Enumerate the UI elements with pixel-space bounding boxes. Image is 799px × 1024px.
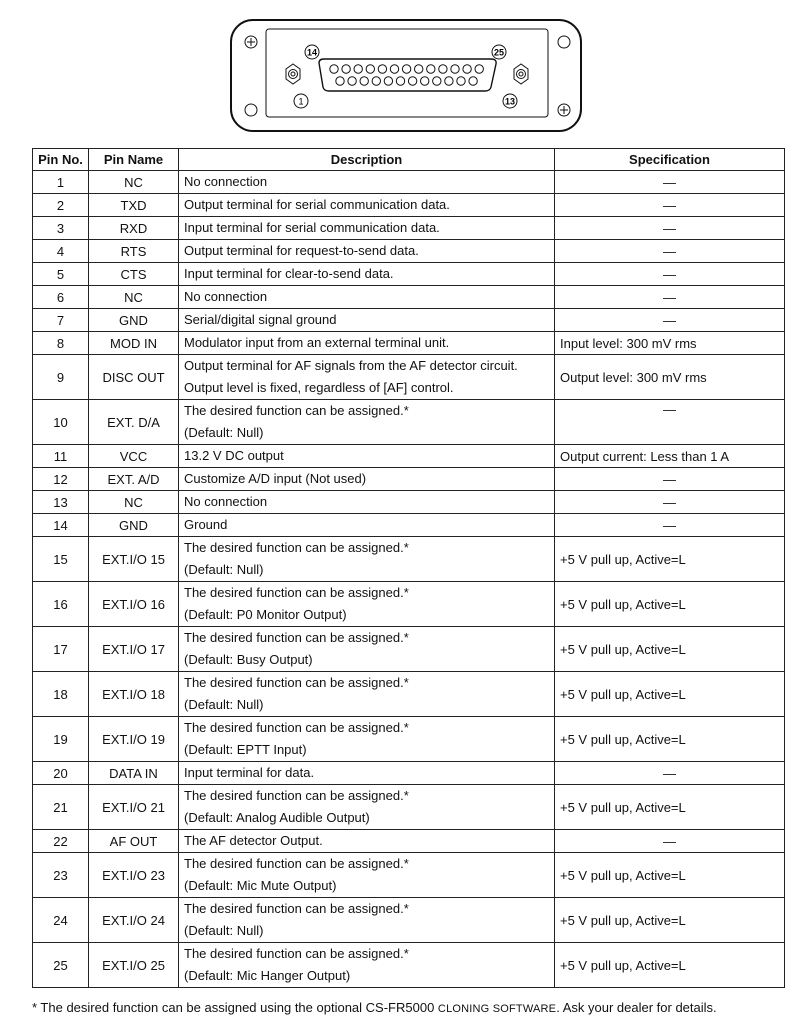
description-line: The desired function can be assigned.*: [184, 946, 409, 961]
table-row: [33, 943, 785, 988]
pin-description: [179, 785, 555, 830]
pin-number: 22: [33, 830, 89, 853]
pin-number: 9: [33, 355, 89, 400]
pin-label-13: [503, 94, 517, 108]
description-line: Output terminal for serial communication data.: [184, 197, 450, 212]
hex-standoff-left-icon: [286, 64, 300, 84]
pin-name: NC: [89, 286, 179, 309]
pin-name: RXD: [89, 217, 179, 240]
description-line: Customize A/D input (Not used): [184, 471, 367, 486]
description-line: The desired function can be assigned.*: [184, 720, 409, 735]
dsub-pin: [421, 77, 429, 85]
pin-specification: —: [555, 491, 785, 514]
description-line: The desired function can be assigned.*: [184, 788, 409, 803]
pin-specification: —: [555, 830, 785, 853]
description-line: (Default: Null): [184, 425, 264, 440]
pin-name: RTS: [89, 240, 179, 263]
pin-specification: —: [555, 194, 785, 217]
pin-name: EXT.I/O 21: [89, 785, 179, 830]
description-line: Input terminal for data.: [184, 765, 315, 780]
svg-text:1: 1: [298, 96, 304, 107]
pin-assignment-table: [32, 148, 785, 988]
pin-number: 2: [33, 194, 89, 217]
table-row: [33, 400, 785, 445]
pin-description: [179, 672, 555, 717]
pin-name: EXT. D/A: [89, 400, 179, 445]
header-description: Description: [179, 149, 555, 171]
pin-number: 4: [33, 240, 89, 263]
pin-description: [179, 537, 555, 582]
pin-specification: —: [555, 400, 785, 445]
description-line: Modulator input from an external terminal unit.: [184, 335, 450, 350]
description-line: Output terminal for request-to-send data.: [184, 243, 419, 258]
dsub-pin: [445, 77, 453, 85]
table-row: [33, 717, 785, 762]
description-line: (Default: Null): [184, 697, 264, 712]
description-line: (Default: EPTT Input): [184, 742, 307, 757]
pin-number: 12: [33, 468, 89, 491]
dsub-pin: [463, 65, 471, 73]
pin-specification: +5 V pull up, Active=L: [555, 898, 785, 943]
description-line: The AF detector Output.: [184, 833, 323, 848]
pin-name: CTS: [89, 263, 179, 286]
table-row: [33, 537, 785, 582]
pin-description: [179, 491, 555, 514]
dsub-pin: [402, 65, 410, 73]
dsub-pin: [415, 65, 423, 73]
dsub-pin: [451, 65, 459, 73]
pin-name: EXT.I/O 18: [89, 672, 179, 717]
pin-number: 5: [33, 263, 89, 286]
pin-number: 13: [33, 491, 89, 514]
footnote: [32, 1000, 717, 1015]
pin-specification: +5 V pull up, Active=L: [555, 672, 785, 717]
pin-description: [179, 830, 555, 853]
dsub-pin: [342, 65, 350, 73]
pin-name: NC: [89, 171, 179, 194]
table-row: [33, 514, 785, 537]
pin-description: [179, 445, 555, 468]
pin-number: 25: [33, 943, 89, 988]
pin-name: VCC: [89, 445, 179, 468]
pin-number: 3: [33, 217, 89, 240]
pin-label-25: [492, 45, 506, 59]
pin-specification: +5 V pull up, Active=L: [555, 627, 785, 672]
pin-label-14: [305, 45, 319, 59]
pin-name: EXT.I/O 24: [89, 898, 179, 943]
pin-name: GND: [89, 514, 179, 537]
dsub-pin: [396, 77, 404, 85]
pin-specification: +5 V pull up, Active=L: [555, 853, 785, 898]
description-line: No connection: [184, 494, 268, 509]
table-row: [33, 309, 785, 332]
pin-specification: —: [555, 762, 785, 785]
table-row: [33, 627, 785, 672]
table-row: [33, 263, 785, 286]
dsub-pin: [475, 65, 483, 73]
pin-specification: +5 V pull up, Active=L: [555, 943, 785, 988]
table-row: [33, 171, 785, 194]
pin-specification: —: [555, 309, 785, 332]
pin-name: EXT.I/O 15: [89, 537, 179, 582]
pin-description: [179, 627, 555, 672]
pin-name: NC: [89, 491, 179, 514]
header-specification: Specification: [555, 149, 785, 171]
table-row: [33, 898, 785, 943]
pin-specification: —: [555, 514, 785, 537]
pin-description: [179, 286, 555, 309]
pin-description: [179, 263, 555, 286]
pin-number: 18: [33, 672, 89, 717]
pin-description: [179, 717, 555, 762]
description-line: (Default: Mic Mute Output): [184, 878, 337, 893]
description-line: Output terminal for AF signals from the AF detector circuit.: [184, 358, 518, 373]
pin-specification: —: [555, 171, 785, 194]
pin-name: MOD IN: [89, 332, 179, 355]
pin-number: 7: [33, 309, 89, 332]
footnote-software-name: CLONING SOFTWARE: [437, 1003, 557, 1015]
pin-specification: Input level: 300 mV rms: [555, 332, 785, 355]
description-line: (Default: Mic Hanger Output): [184, 968, 351, 983]
footnote-text: * The desired function can be assigned using the optional CS-FR5000: [32, 1000, 438, 1015]
description-line: The desired function can be assigned.*: [184, 630, 409, 645]
dsub-pin: [427, 65, 435, 73]
hex-standoff-right-icon: [514, 64, 528, 84]
pin-description: [179, 240, 555, 263]
pin-specification: —: [555, 240, 785, 263]
footnote-text-end: . Ask your dealer for details.: [556, 1000, 717, 1015]
pin-name: AF OUT: [89, 830, 179, 853]
svg-text:25: 25: [493, 47, 505, 58]
pin-specification: —: [555, 217, 785, 240]
description-line: (Default: P0 Monitor Output): [184, 607, 347, 622]
pin-name: EXT.I/O 25: [89, 943, 179, 988]
description-line: (Default: Analog Audible Output): [184, 810, 370, 825]
svg-text:13: 13: [504, 96, 516, 107]
dsub-pin: [384, 77, 392, 85]
header-pin-name: Pin Name: [89, 149, 179, 171]
description-line: Ground: [184, 517, 228, 532]
pin-description: [179, 171, 555, 194]
pin-number: 23: [33, 853, 89, 898]
description-line: Output level is fixed, regardless of [AF] control.: [184, 380, 454, 395]
pin-number: 19: [33, 717, 89, 762]
pin-specification: —: [555, 468, 785, 491]
pin-description: [179, 309, 555, 332]
description-line: Serial/digital signal ground: [184, 312, 337, 327]
description-line: (Default: Null): [184, 562, 264, 577]
svg-text:14: 14: [306, 47, 318, 58]
pin-name: EXT. A/D: [89, 468, 179, 491]
pin-number: 11: [33, 445, 89, 468]
pin-name: GND: [89, 309, 179, 332]
table-row: [33, 240, 785, 263]
pin-description: [179, 400, 555, 445]
pin-description: [179, 355, 555, 400]
description-line: No connection: [184, 289, 268, 304]
pin-number: 10: [33, 400, 89, 445]
pin-description: [179, 582, 555, 627]
table-row: [33, 355, 785, 400]
pin-number: 6: [33, 286, 89, 309]
pin-number: 16: [33, 582, 89, 627]
pin-number: 21: [33, 785, 89, 830]
pin-description: [179, 898, 555, 943]
description-line: No connection: [184, 174, 268, 189]
pin-specification: —: [555, 286, 785, 309]
pin-specification: +5 V pull up, Active=L: [555, 785, 785, 830]
pin-specification: —: [555, 263, 785, 286]
dsub-pin: [469, 77, 477, 85]
pin-specification: Output level: 300 mV rms: [555, 355, 785, 400]
description-line: The desired function can be assigned.*: [184, 585, 409, 600]
table-row: [33, 194, 785, 217]
pin-number: 8: [33, 332, 89, 355]
table-row: [33, 332, 785, 355]
pin-number: 1: [33, 171, 89, 194]
dsub-pin: [330, 65, 338, 73]
pin-description: [179, 853, 555, 898]
pin-specification: Output current: Less than 1 A: [555, 445, 785, 468]
pin-description: [179, 217, 555, 240]
description-line: Input terminal for clear-to-send data.: [184, 266, 394, 281]
pin-description: [179, 468, 555, 491]
pin-description: [179, 943, 555, 988]
pin-specification: +5 V pull up, Active=L: [555, 582, 785, 627]
dsub-pin: [457, 77, 465, 85]
description-line: The desired function can be assigned.*: [184, 403, 409, 418]
description-line: Input terminal for serial communication data.: [184, 220, 440, 235]
pin-name: DISC OUT: [89, 355, 179, 400]
description-line: (Default: Busy Output): [184, 652, 313, 667]
dsub-pin: [372, 77, 380, 85]
pin-specification: +5 V pull up, Active=L: [555, 717, 785, 762]
pin-name: EXT.I/O 16: [89, 582, 179, 627]
dsub-pin: [336, 77, 344, 85]
pin-name: EXT.I/O 17: [89, 627, 179, 672]
table-row: [33, 672, 785, 717]
dsub-pin: [390, 65, 398, 73]
dsub-pin: [408, 77, 416, 85]
dsub-pin: [360, 77, 368, 85]
header-pin-no: Pin No.: [33, 149, 89, 171]
table-row: [33, 468, 785, 491]
dsub-shell: [319, 59, 496, 91]
table-row: [33, 445, 785, 468]
description-line: The desired function can be assigned.*: [184, 675, 409, 690]
table-row: [33, 217, 785, 240]
table-row: [33, 785, 785, 830]
pin-description: [179, 514, 555, 537]
table-row: [33, 830, 785, 853]
pin-description: [179, 762, 555, 785]
dsub-pin: [366, 65, 374, 73]
table-row: [33, 286, 785, 309]
pin-label-1: [294, 94, 308, 108]
pin-description: [179, 332, 555, 355]
pin-name: EXT.I/O 23: [89, 853, 179, 898]
description-line: The desired function can be assigned.*: [184, 540, 409, 555]
pin-name: TXD: [89, 194, 179, 217]
pin-number: 20: [33, 762, 89, 785]
description-line: The desired function can be assigned.*: [184, 901, 409, 916]
pin-name: DATA IN: [89, 762, 179, 785]
pin-specification: +5 V pull up, Active=L: [555, 537, 785, 582]
pin-number: 24: [33, 898, 89, 943]
pin-number: 17: [33, 627, 89, 672]
dsub-pin: [354, 65, 362, 73]
table-row: [33, 762, 785, 785]
table-row: [33, 853, 785, 898]
dsub-pin: [439, 65, 447, 73]
pin-name: EXT.I/O 19: [89, 717, 179, 762]
db25-connector-diagram: [229, 17, 583, 135]
description-line: (Default: Null): [184, 923, 264, 938]
table-row: [33, 491, 785, 514]
table-header-row: [33, 149, 785, 171]
pin-number: 15: [33, 537, 89, 582]
dsub-pin: [378, 65, 386, 73]
dsub-pin: [348, 77, 356, 85]
table-row: [33, 582, 785, 627]
pin-description: [179, 194, 555, 217]
dsub-pin: [433, 77, 441, 85]
description-line: The desired function can be assigned.*: [184, 856, 409, 871]
description-line: 13.2 V DC output: [184, 448, 284, 463]
pin-number: 14: [33, 514, 89, 537]
